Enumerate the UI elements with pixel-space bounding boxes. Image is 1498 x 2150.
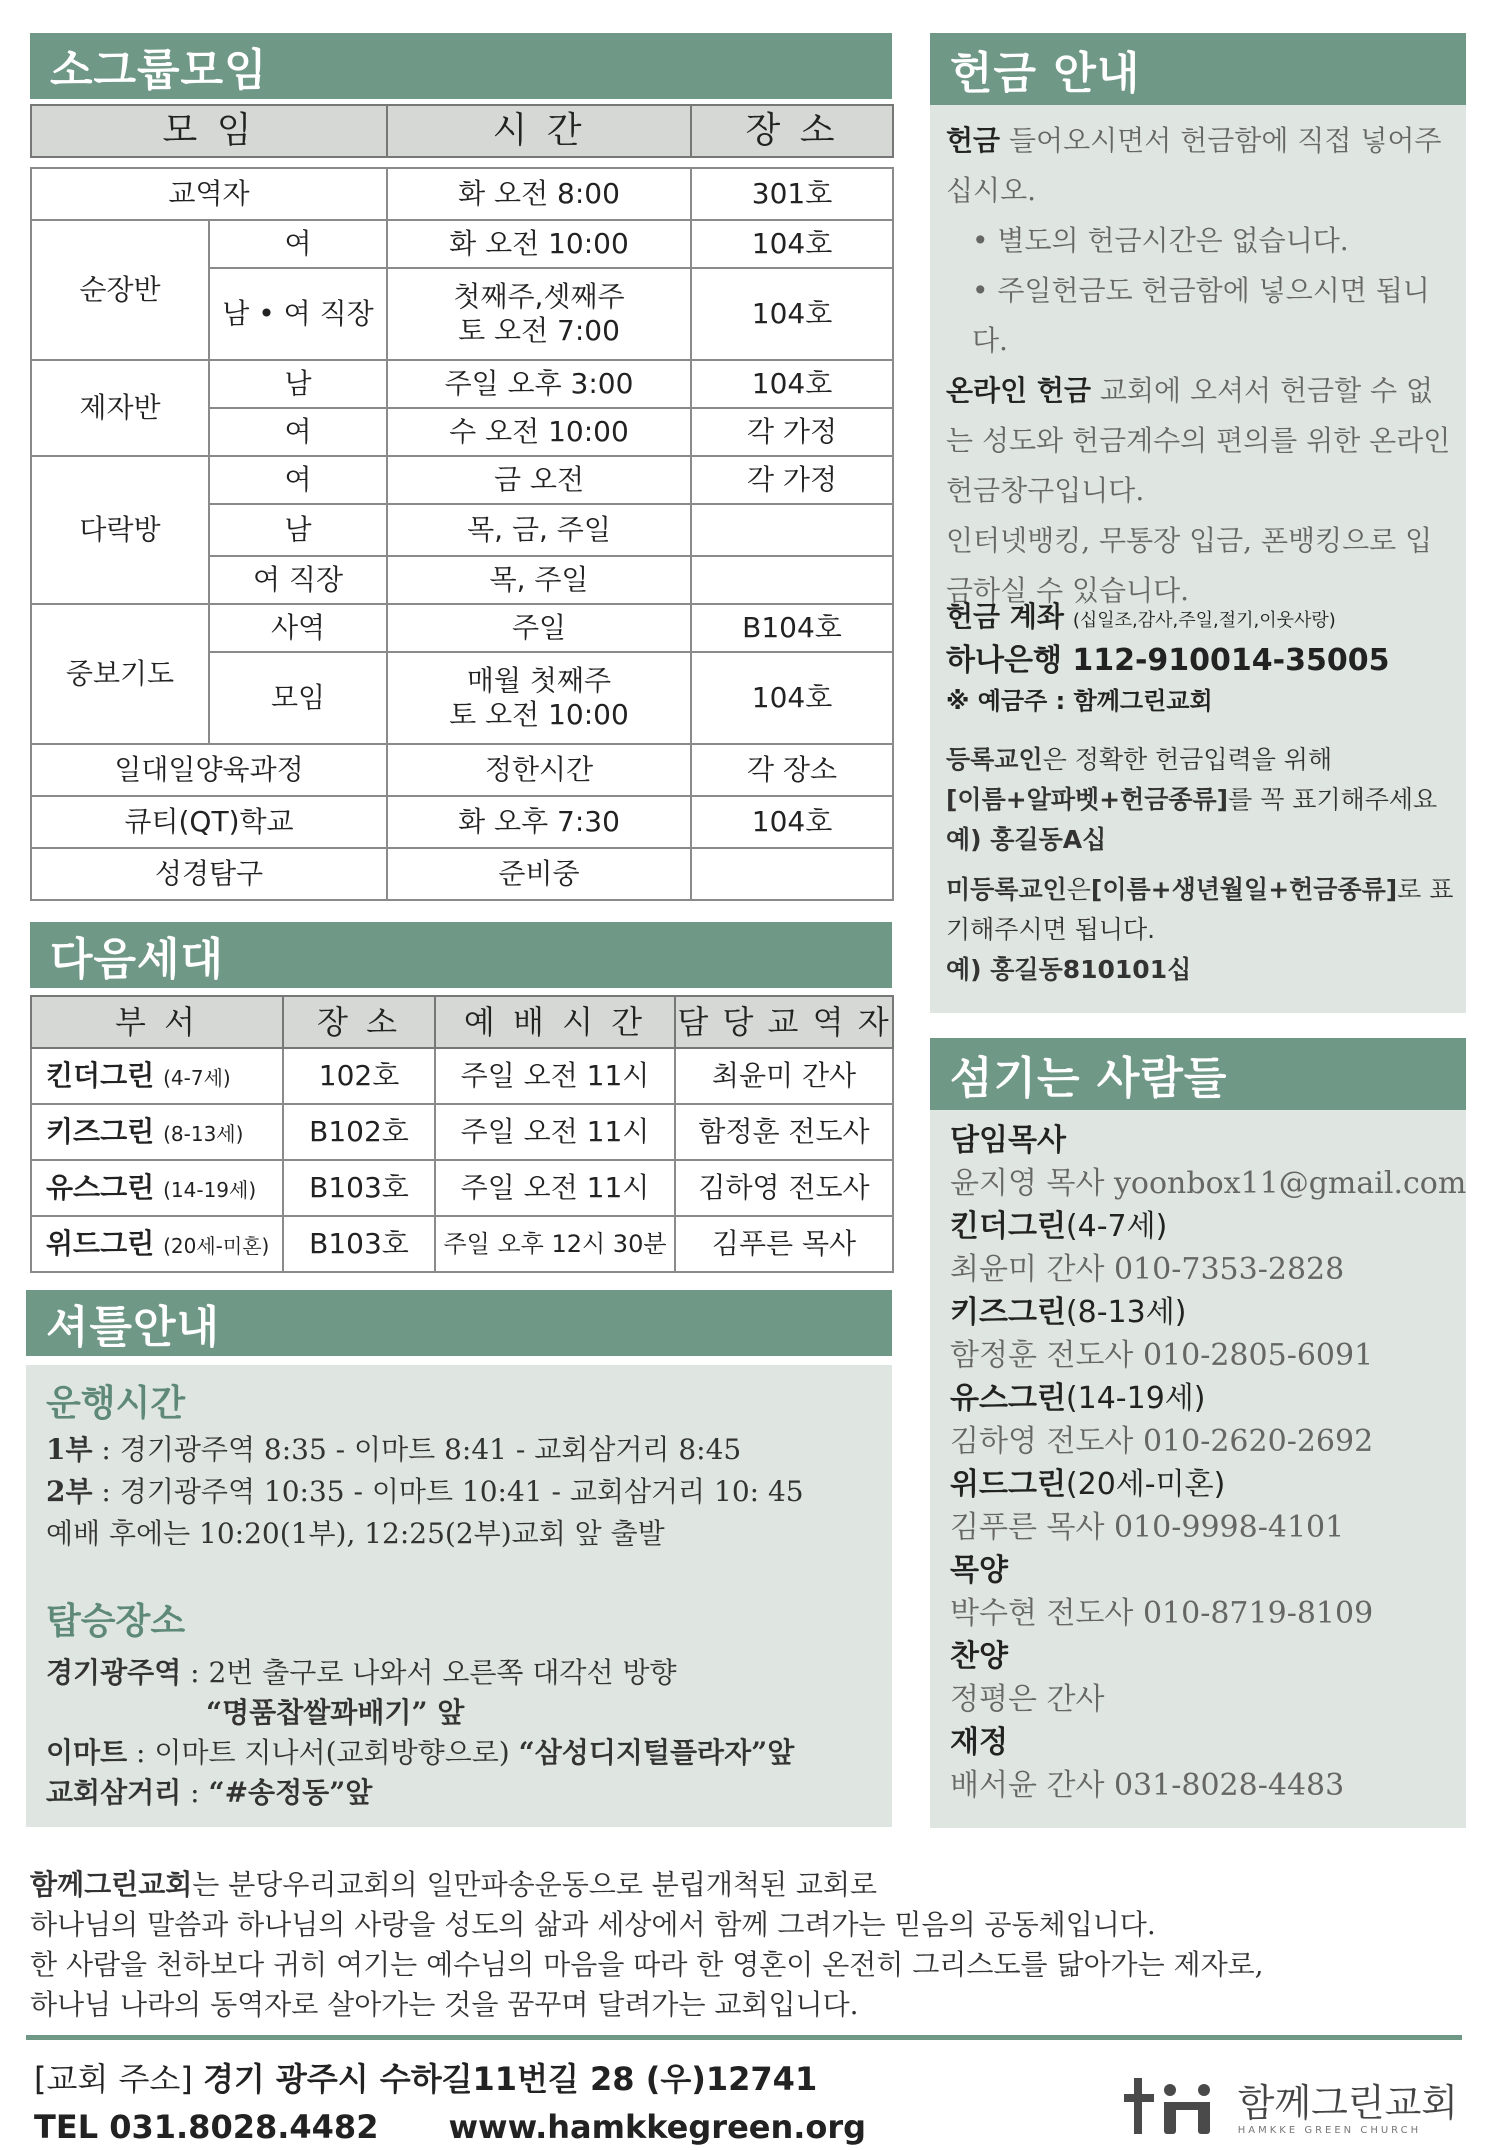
staff-person: 함정훈 전도사 010-2805-6091 [950, 1338, 1374, 1373]
address: 경기 광주시 수하길11번길 28 (우)12741 [202, 2060, 818, 2098]
staff-item [950, 1292, 1470, 1378]
group-time: 수 오전 10:00 [387, 408, 691, 456]
church-logo-icon [1124, 2070, 1232, 2146]
group-name: 중보기도 [31, 604, 209, 744]
shuttle-title: 셔틀안내 [46, 1302, 221, 1353]
unreg-bold: 미등록교인 [946, 875, 1067, 904]
group-sub: 여 [209, 456, 387, 504]
dept-name: 키즈그린 [46, 1115, 155, 1149]
next-gen-banner [30, 922, 892, 988]
stop-1-landmark [46, 1693, 794, 1733]
shuttle-panel [26, 1365, 892, 1827]
mission-text: 는 분당우리교회의 일만파송운동으로 분립개척된 교회로 [192, 1868, 878, 1901]
staff-role: 목양 [950, 1553, 1008, 1588]
group-place: 각 가정 [691, 456, 893, 504]
mission-line [30, 1865, 1430, 1905]
run-text: : 경기광주역 10:35 - 이마트 10:41 - 교회삼거리 10: 45 [92, 1475, 804, 1508]
reg-line-1 [946, 740, 1461, 780]
group-time: 목, 금, 주일 [387, 504, 691, 556]
shuttle-after-service: 예배 후에는 10:20(1부), 12:25(2부)교회 앞 출발 [46, 1517, 665, 1550]
offering-p2 [946, 366, 1454, 516]
offering-bullet: • 주일헌금도 헌금함에 넣으시면 됩니다. [972, 274, 1430, 357]
group-place: 301호 [691, 168, 893, 220]
stop-label: 이마트 [46, 1736, 128, 1769]
offering-p2-text: 교회에 오셔서 헌금할 수 없는 성도와 헌금계수의 편의를 위한 온라인 헌금창구입니다. [946, 374, 1451, 507]
mission-line: 한 사람을 천하보다 귀히 여기는 예수님의 마음을 따라 한 영혼이 온전히 그리스도를 닮아가는 제자로, [30, 1948, 1264, 1981]
staff-person: 정평은 간사 [950, 1682, 1105, 1717]
run-label: 2부 [46, 1475, 93, 1508]
tel: TEL 031.8028.4482 [34, 2108, 379, 2146]
group-sub: 모임 [209, 652, 387, 744]
group-time [387, 268, 691, 360]
staff-role: 재정 [950, 1725, 1008, 1760]
staff-person: 배서윤 간사 031-8028-4483 [950, 1768, 1345, 1803]
offering-title: 헌금 안내 [950, 48, 1141, 99]
group-place: 104호 [691, 360, 893, 408]
unreg-line-1 [946, 870, 1461, 950]
group-sub: 사역 [209, 604, 387, 652]
reg-bold: 등록교인 [946, 745, 1043, 774]
logo-name: 함께그린교회 [1237, 2080, 1458, 2125]
dept-leader: 김푸른 목사 [675, 1216, 893, 1272]
church-logo-text [1238, 2081, 1458, 2136]
unreg-example: 예) 홍길동810101십 [946, 955, 1192, 984]
table-row [31, 456, 893, 504]
staff-role-row [950, 1292, 1470, 1334]
shuttle-stops [46, 1653, 794, 1813]
staff-person: 최윤미 간사 010-7353-2828 [950, 1252, 1345, 1287]
group-time: 주일 오후 3:00 [387, 360, 691, 408]
group-name: 큐티(QT)학교 [31, 796, 387, 848]
staff-item [950, 1206, 1470, 1292]
col-header-dept: 부 서 [31, 996, 283, 1048]
table-row [31, 604, 893, 652]
staff-role-age: (20세-미혼) [1065, 1467, 1226, 1502]
group-name: 일대일양육과정 [31, 744, 387, 796]
group-time: 주일 [387, 604, 691, 652]
offering-registered [946, 740, 1461, 990]
group-time: 화 오후 7:30 [387, 796, 691, 848]
col-header-place: 장 소 [691, 105, 893, 157]
group-time: 정한시간 [387, 744, 691, 796]
offering-p3: 인터넷뱅킹, 무통장 입금, 폰뱅킹으로 입금하실 수 있습니다. [946, 524, 1433, 607]
offering-account [946, 597, 1456, 721]
dept-time: 주일 오전 11시 [435, 1048, 675, 1104]
staff-role-age: (14-19세) [1065, 1381, 1206, 1416]
group-place [691, 556, 893, 604]
dept-age: (14-19세) [163, 1178, 257, 1203]
dept-age: (20세-미혼) [163, 1234, 270, 1259]
account-number: 하나은행 112-910014-35005 [946, 643, 1390, 678]
unreg-format: [이름+생년월일+헌금종류] [1090, 875, 1398, 904]
group-sub: 남 [209, 360, 387, 408]
group-time: 화 오전 8:00 [387, 168, 691, 220]
table-row [31, 848, 893, 900]
stop-label: 경기광주역 [46, 1656, 182, 1689]
contact-row [34, 2103, 866, 2150]
mission-line: 하나님의 말씀과 하나님의 사랑을 성도의 삶과 세상에서 함께 그려가는 믿음의 공동체입니다. [30, 1908, 1156, 1941]
group-name: 성경탐구 [31, 848, 387, 900]
staff-role: 킨더그린 [950, 1209, 1066, 1244]
reg-text: 은 정확한 헌금입력을 위해 [1042, 745, 1333, 774]
unreg-text: 은 [1066, 875, 1091, 904]
dept-name: 위드그린 [46, 1227, 155, 1261]
dept-cell [31, 1048, 283, 1104]
table-row [31, 1216, 893, 1272]
run-label: 1부 [46, 1433, 93, 1466]
table-row [31, 220, 893, 268]
shuttle-banner [26, 1290, 892, 1356]
reg-text2: 를 꼭 표기해주세요 [1228, 785, 1438, 814]
staff-item [950, 1464, 1470, 1550]
staff-person: 김푸른 목사 010-9998-4101 [950, 1510, 1345, 1545]
account-holder: ※ 예금주 : 함께그린교회 [946, 687, 1213, 715]
mission-line: 하나님 나라의 동역자로 살아가는 것을 꿈꾸며 달려가는 교회입니다. [30, 1988, 859, 2021]
run-text: : 경기광주역 8:35 - 이마트 8:41 - 교회삼거리 8:45 [92, 1433, 742, 1466]
small-groups-title: 소그룹모임 [50, 45, 268, 96]
staff-role: 유스그린 [950, 1381, 1066, 1416]
shuttle-run-2 [46, 1471, 804, 1513]
dept-place: B103호 [283, 1216, 435, 1272]
reg-line-2 [946, 780, 1461, 820]
offering-bullet: • 별도의 헌금시간은 없습니다. [972, 224, 1349, 257]
shuttle-hours-title: 운행시간 [46, 1383, 186, 1424]
next-gen-title: 다음세대 [50, 934, 225, 985]
col-header-group: 모 임 [31, 105, 387, 157]
dept-place: B103호 [283, 1160, 435, 1216]
group-place: 104호 [691, 652, 893, 744]
stop-label: 교회삼거리 [46, 1776, 182, 1809]
website-link[interactable]: www.hamkkegreen.org [448, 2108, 867, 2146]
small-groups-banner [30, 33, 892, 99]
staff-role-row [950, 1378, 1470, 1420]
offering-banner [930, 33, 1466, 105]
footer-divider [26, 2035, 1462, 2040]
reg-format: [이름+알파벳+헌금종류] [946, 785, 1229, 814]
group-sub: 여 직장 [209, 556, 387, 604]
staff-item [950, 1120, 1470, 1206]
dept-cell [31, 1216, 283, 1272]
group-place: 104호 [691, 220, 893, 268]
staff-role-row [950, 1120, 1470, 1162]
table-row [31, 168, 893, 220]
group-name: 교역자 [31, 168, 387, 220]
dept-leader: 최윤미 간사 [675, 1048, 893, 1104]
unreg-text2: 로 표기해주시면 됩니다. [946, 875, 1454, 944]
staff-role-age: (8-13세) [1065, 1295, 1187, 1330]
staff-role-row [950, 1636, 1470, 1678]
dept-time: 주일 오후 12시 30분 [435, 1216, 675, 1272]
stop-text: : 이마트 지나서(교회방향으로) [127, 1736, 519, 1769]
group-place: 104호 [691, 796, 893, 848]
account-types: (십일조,감사,주일,절기,이웃사랑) [1072, 610, 1336, 631]
group-name: 제자반 [31, 360, 209, 456]
table-row [31, 1104, 893, 1160]
staff-role: 위드그린 [950, 1467, 1066, 1502]
staff-role-age: (4-7세) [1065, 1209, 1168, 1244]
time-line: 토 오전 10:00 [449, 698, 629, 731]
group-sub: 여 [209, 408, 387, 456]
staff-role: 찬양 [950, 1639, 1008, 1674]
group-name: 순장반 [31, 220, 209, 360]
dept-place: 102호 [283, 1048, 435, 1104]
dept-leader: 함정훈 전도사 [675, 1104, 893, 1160]
staff-item [950, 1550, 1470, 1636]
shuttle-stops-title: 탑승장소 [46, 1601, 186, 1642]
small-groups-table [30, 167, 894, 901]
table-row [31, 744, 893, 796]
account-label-row [946, 597, 1456, 641]
logo-sub: HAMKKE GREEN CHURCH [1237, 2124, 1422, 2136]
offering-p1-bold: 헌금 [946, 124, 1001, 157]
time-line: 토 오전 7:00 [458, 314, 620, 347]
stop-1 [46, 1653, 794, 1693]
staff-title: 섬기는 사람들 [950, 1053, 1228, 1104]
offering-p2-bold: 온라인 헌금 [946, 374, 1091, 407]
dept-name: 유스그린 [46, 1171, 155, 1205]
group-place [691, 848, 893, 900]
staff-list [950, 1120, 1470, 1808]
landmark: “삼성디지털플라자”앞 [518, 1736, 795, 1769]
dept-time: 주일 오전 11시 [435, 1104, 675, 1160]
table-row [31, 1160, 893, 1216]
group-name: 다락방 [31, 456, 209, 604]
group-time: 준비중 [387, 848, 691, 900]
staff-banner [930, 1038, 1466, 1110]
stop-text: : 2번 출구로 나와서 오른쪽 대각선 방향 [181, 1656, 677, 1689]
group-sub: 남 [209, 504, 387, 556]
reg-example: 예) 홍길동A십 [946, 825, 1107, 854]
staff-role-row [950, 1464, 1470, 1506]
table-row [31, 1048, 893, 1104]
time-line: 첫째주,셋째주 [453, 280, 625, 314]
group-place: 각 장소 [691, 744, 893, 796]
group-place: 104호 [691, 268, 893, 360]
staff-person: 박수현 전도사 010-8719-8109 [950, 1596, 1374, 1631]
table-row [31, 360, 893, 408]
group-time [387, 652, 691, 744]
staff-role-row [950, 1206, 1470, 1248]
account-label: 헌금 계좌 [946, 600, 1064, 633]
next-gen-table [30, 995, 894, 1273]
offering-content [930, 110, 1470, 616]
stop-2 [46, 1733, 794, 1773]
shuttle-run-1 [46, 1429, 804, 1471]
address-row [34, 2055, 866, 2103]
dept-name: 킨더그린 [46, 1059, 155, 1093]
mission-statement [30, 1865, 1430, 2025]
dept-leader: 김하영 전도사 [675, 1160, 893, 1216]
footer [34, 2055, 866, 2150]
stop-text: : [181, 1776, 209, 1809]
col-header-time: 예 배 시 간 [435, 996, 675, 1048]
staff-item [950, 1636, 1470, 1722]
time-line: 매월 첫째주 [466, 664, 612, 698]
shuttle-hours [46, 1429, 804, 1555]
offering-p1-text: 들어오시면서 헌금함에 직접 넣어주십시오. [946, 124, 1442, 207]
landmark: “#송정동”앞 [208, 1776, 373, 1809]
group-time: 목, 주일 [387, 556, 691, 604]
col-header-time: 시 간 [387, 105, 691, 157]
col-header-place: 장 소 [283, 996, 435, 1048]
small-groups-header-table [30, 104, 894, 158]
staff-person: 윤지영 목사 yoonbox11@gmail.com [950, 1166, 1467, 1201]
church-name: 함께그린교회 [30, 1868, 193, 1901]
address-label: [교회 주소] [34, 2060, 193, 2098]
col-header-leader: 담 당 교 역 자 [675, 996, 893, 1048]
dept-cell [31, 1104, 283, 1160]
table-row [31, 796, 893, 848]
dept-age: (4-7세) [163, 1066, 231, 1091]
dept-cell [31, 1160, 283, 1216]
group-place: 각 가정 [691, 408, 893, 456]
stop-3 [46, 1773, 794, 1813]
staff-role-row [950, 1722, 1470, 1764]
group-sub: 남 • 여 직장 [209, 268, 387, 360]
church-logo [1124, 2070, 1458, 2146]
group-place [691, 504, 893, 556]
staff-role: 담임목사 [950, 1123, 1066, 1158]
group-sub: 여 [209, 220, 387, 268]
dept-time: 주일 오전 11시 [435, 1160, 675, 1216]
staff-person: 김하영 전도사 010-2620-2692 [950, 1424, 1374, 1459]
landmark: “명품찹쌀꽈배기” 앞 [206, 1696, 465, 1729]
dept-age: (8-13세) [163, 1122, 244, 1147]
staff-role-row [950, 1550, 1470, 1592]
group-place: B104호 [691, 604, 893, 652]
offering-p1 [946, 116, 1454, 216]
staff-item [950, 1378, 1470, 1464]
group-time: 금 오전 [387, 456, 691, 504]
staff-item [950, 1722, 1470, 1808]
staff-role: 키즈그린 [950, 1295, 1066, 1330]
group-time: 화 오전 10:00 [387, 220, 691, 268]
dept-place: B102호 [283, 1104, 435, 1160]
